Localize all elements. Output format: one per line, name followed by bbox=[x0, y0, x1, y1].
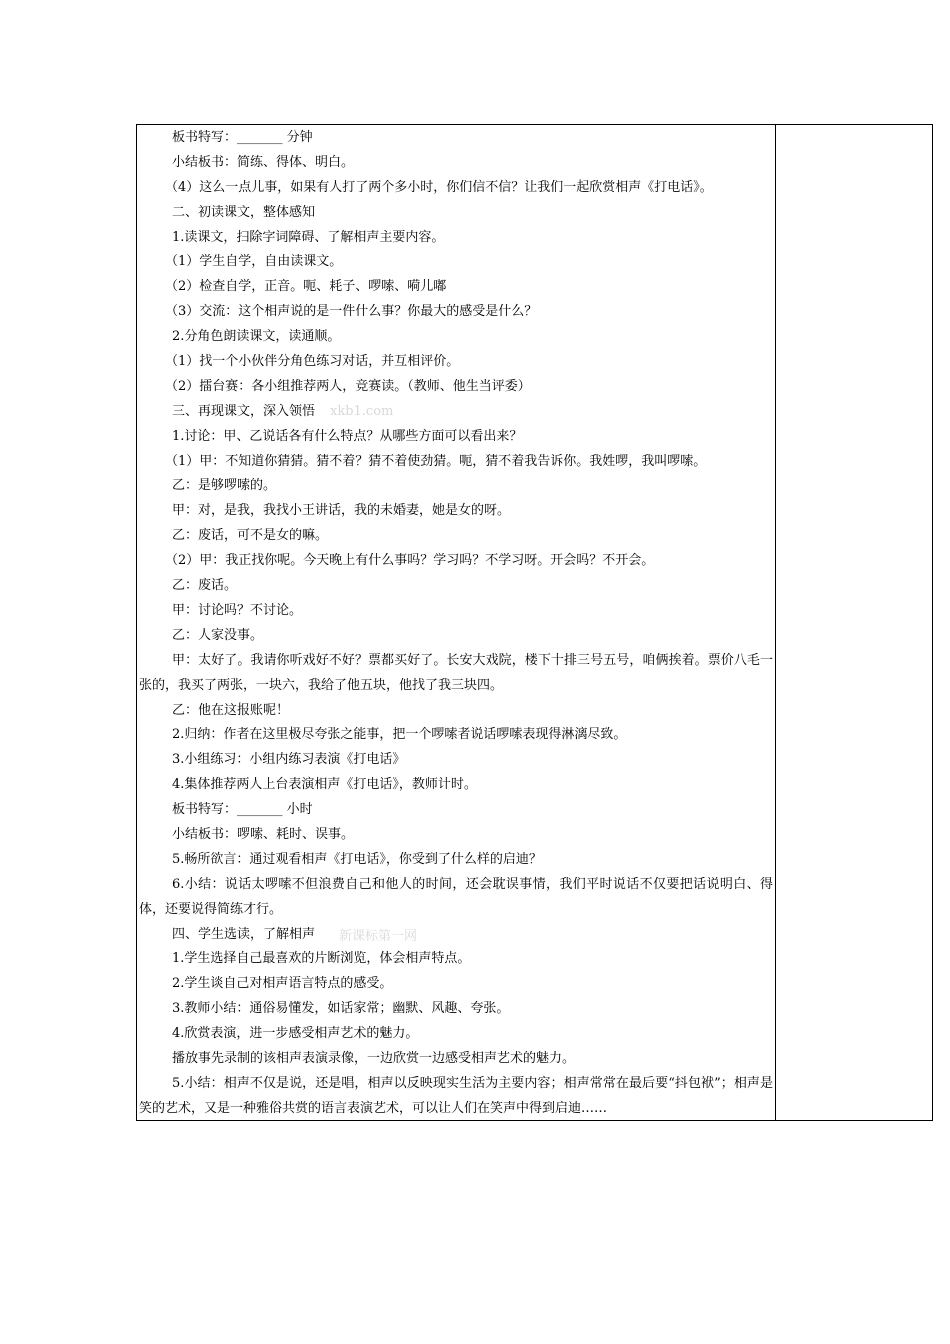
text-line: 4.欣赏表演，进一步感受相声艺术的魅力。 bbox=[172, 1026, 419, 1042]
text-line: 4.集体推荐两人上台表演相声《打电话》，教师计时。 bbox=[172, 777, 477, 793]
dialogue-line: 乙：是够啰嗦的。 bbox=[172, 478, 277, 494]
dialogue-line: 乙：人家没事。 bbox=[172, 627, 264, 643]
dialogue-line: （2）甲：我正找你呢。今天晚上有什么事吗？学习吗？不学习呀。开会吗？不开会。 bbox=[165, 553, 655, 569]
section-heading: 三、再现课文，深入领悟 bbox=[172, 403, 316, 419]
dialogue-line: 乙：废话。 bbox=[172, 578, 238, 594]
watermark: 新课标第一网 bbox=[339, 929, 418, 944]
text-line: 播放事先录制的该相声表演录像，一边欣赏一边感受相声艺术的魅力。 bbox=[172, 1051, 576, 1067]
text-line: 2.归纳：作者在这里极尽夸张之能事，把一个啰嗦者说话啰嗦表现得淋漓尽致。 bbox=[172, 727, 627, 743]
text-line: （2）检查自学，正音。呃、耗子、啰嗦、嗬儿嘟 bbox=[165, 279, 447, 295]
text-line: 板书特写：_______ 分钟 bbox=[172, 130, 313, 145]
lesson-content-cell bbox=[137, 126, 773, 1122]
dialogue-line: 乙：他在这报账呢！ bbox=[172, 702, 290, 718]
section-heading: 四、学生选读，了解相声 bbox=[172, 926, 316, 942]
text-line: 小结板书：简练、得体、明白。 bbox=[172, 154, 355, 170]
text-line: 2.分角色朗读课文，读通顺。 bbox=[172, 329, 341, 345]
text-line: 3.教师小结：通俗易懂发，如话家常；幽默、风趣、夸张。 bbox=[172, 1001, 510, 1017]
text-line: （2）擂台赛：各小组推荐两人，竞赛读。（教师、他生当评委） bbox=[165, 378, 531, 394]
text-line: 1.学生选择自己最喜欢的片断浏览，体会相声特点。 bbox=[172, 951, 471, 967]
text-line: （1）学生自学，自由读课文。 bbox=[165, 254, 343, 270]
text-line: 1.读课文，扫除字词障碍、了解相声主要内容。 bbox=[172, 229, 445, 245]
dialogue-line: 甲：对，是我，我找小王讲话，我的未婚妻，她是女的呀。 bbox=[172, 503, 511, 519]
text-line: 板书特写：_______ 小时 bbox=[172, 802, 313, 818]
text-line: 1.讨论：甲、乙说话各有什么特点？从哪些方面可以看出来？ bbox=[172, 428, 523, 444]
text-line: 5.畅所欲言：通过观看相声《打电话》，你受到了什么样的启迪？ bbox=[172, 851, 542, 867]
summary-paragraph: 6.小结：说话太啰嗦不但浪费自己和他人的时间，还会耽误事情，我们平时说话不仅要把话说明白、得体，还要说得简练才行。 bbox=[139, 876, 773, 917]
text-line: 小结板书：啰嗦、耗时、误事。 bbox=[172, 826, 355, 842]
text-line: （1）甲：不知道你猜猜。猜不着？猜不着使劲猜。呃，猜不着我告诉你。我姓啰，我叫啰嗦。 bbox=[165, 453, 707, 469]
watermark: xkb1.com bbox=[330, 404, 394, 419]
text-line: 3.小组练习：小组内练习表演《打电话》 bbox=[172, 752, 406, 768]
text-line: （1）找一个小伙伴分角色练习对话，并互相评价。 bbox=[165, 354, 460, 370]
dialogue-line: 乙：废话，可不是女的嘛。 bbox=[172, 528, 329, 544]
text-line: （3）交流：这个相声说的是一件什么事？你最大的感受是什么？ bbox=[165, 304, 538, 320]
dialogue-line: 甲：讨论吗？不讨论。 bbox=[172, 602, 303, 618]
section-heading: 二、初读课文，整体感知 bbox=[172, 204, 316, 220]
dialogue-paragraph: 甲：太好了。我请你听戏好不好？票都买好了。长安大戏院，楼下十排三号五号，咱俩挨着。票价八毛一张的，我买了两张，一块六，我给了他五块，他找了我三块四。 bbox=[139, 652, 773, 693]
text-line: （4）这么一点儿事，如果有人打了两个多小时，你们信不信？让我们一起欣赏相声《打电话》。 bbox=[165, 179, 713, 195]
text-line: 2.学生谈自己对相声语言特点的感受。 bbox=[172, 976, 393, 992]
summary-paragraph: 5.小结：相声不仅是说，还是唱，相声以反映现实生活为主要内容；相声常常在最后要“抖包袱”；相声是笑的艺术，又是一种雅俗共赏的语言表演艺术，可以让人们在笑声中得到启迪…… bbox=[139, 1075, 773, 1116]
column-divider bbox=[775, 124, 776, 1121]
